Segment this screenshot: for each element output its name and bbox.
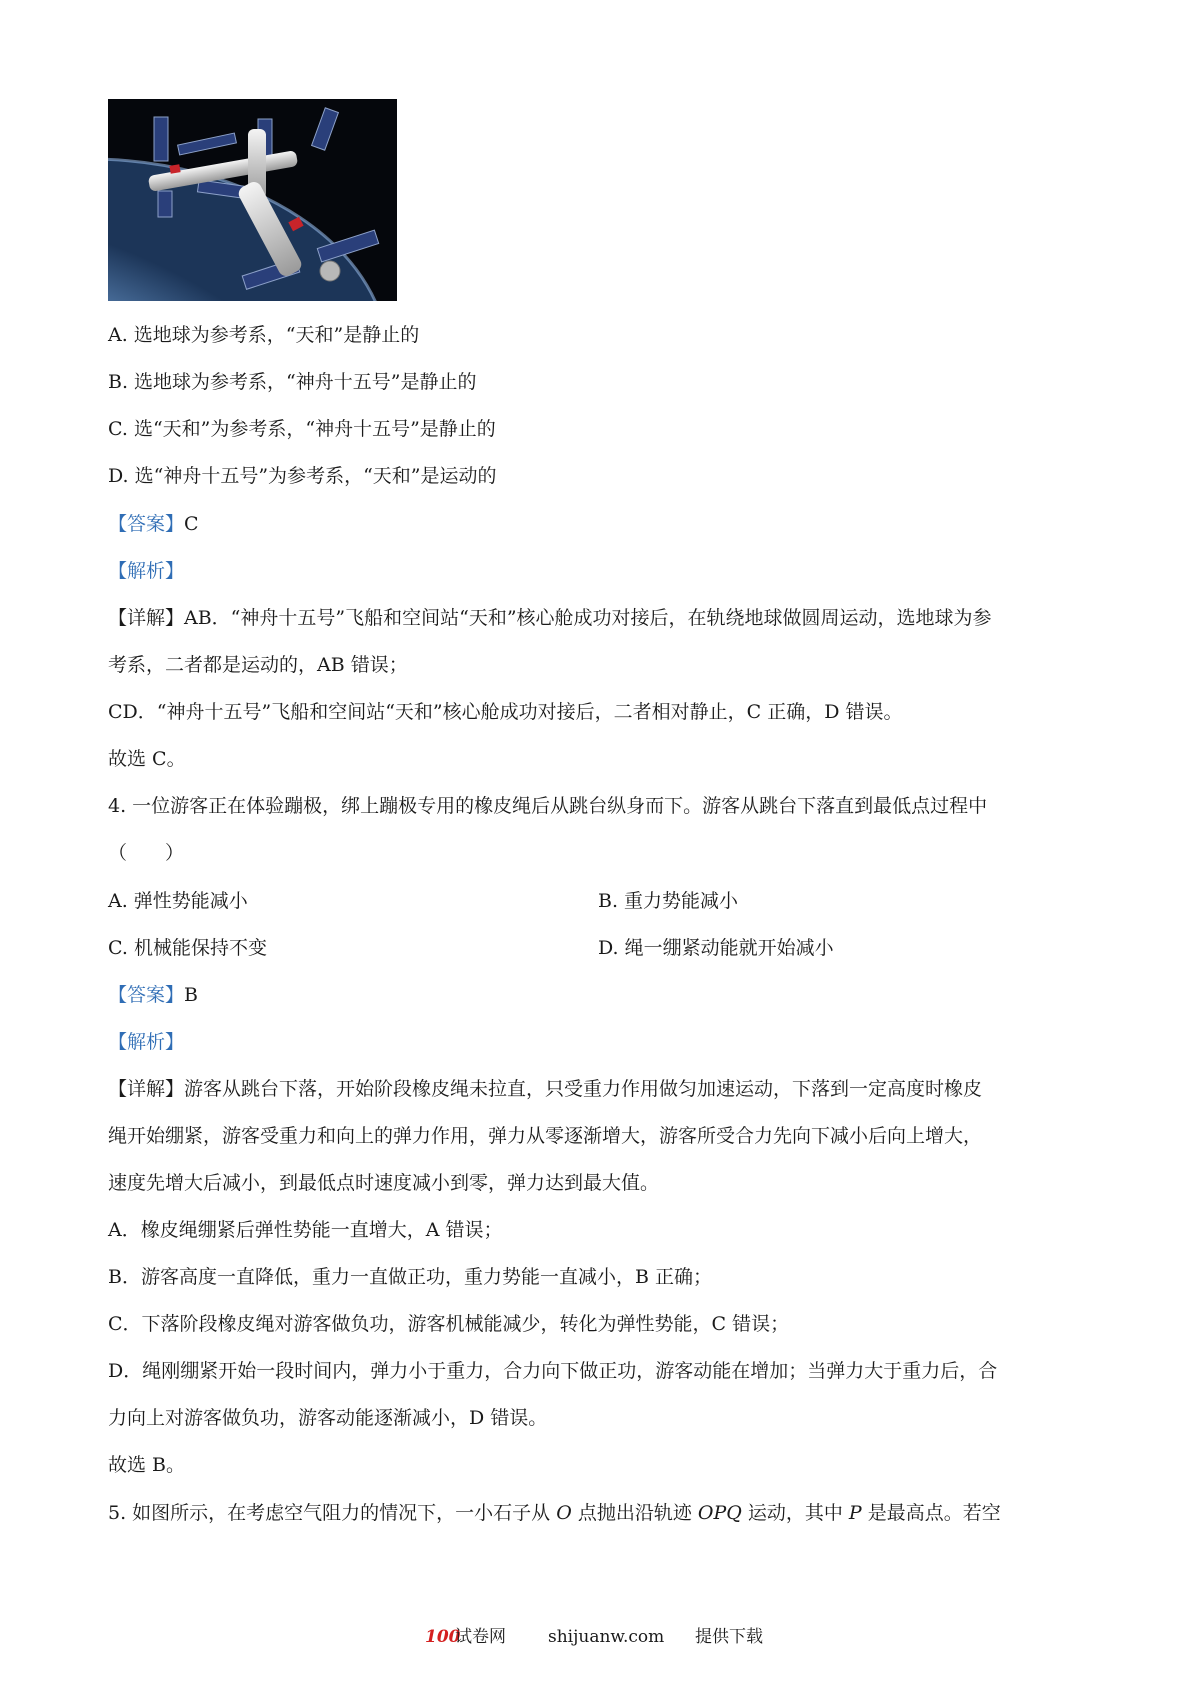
q3-analysis-tag: 【解析】 bbox=[108, 560, 185, 582]
q4-option-c: C. 机械能保持不变 bbox=[108, 937, 267, 959]
q4-stem: 4. 一位游客正在体验蹦极，绑上蹦极专用的橡皮绳后从跳台纵身而下。游客从跳台下落直到最低点过程中 bbox=[108, 795, 988, 817]
answer-value: B bbox=[184, 984, 198, 1006]
answer-value: C bbox=[184, 513, 199, 535]
q3-option-b: B. 选地球为参考系，“神舟十五号”是静止的 bbox=[108, 371, 477, 393]
q3-detail-line: CD．“神舟十五号”飞船和空间站“天和”核心舱成功对接后，二者相对静止，C 正确，D 错误。 bbox=[108, 701, 903, 723]
q4-detail-line: 绳开始绷紧，游客受重力和向上的弹力作用，弹力从零逐渐增大，游客所受合力先向下减小后向上增大， bbox=[108, 1125, 983, 1147]
q4-answer bbox=[108, 982, 198, 1008]
page-footer bbox=[0, 1625, 1191, 1655]
q4-detail-line: 【详解】游客从跳台下落，开始阶段橡皮绳未拉直，只受重力作用做匀加速运动，下落到一定高度时橡皮 bbox=[108, 1078, 983, 1100]
answer-tag: 【答案】 bbox=[108, 984, 185, 1006]
q4-detail-line: D．绳刚绷紧开始一段时间内，弹力小于重力，合力向下做正功，游客动能在增加；当弹力大于重力后，合 bbox=[108, 1360, 998, 1382]
q3-option-c: C. 选“天和”为参考系，“神舟十五号”是静止的 bbox=[108, 418, 496, 440]
q4-analysis-tag: 【解析】 bbox=[108, 1031, 185, 1053]
q4-detail-line: C．下落阶段橡皮绳对游客做负功，游客机械能减少，转化为弹性势能，C 错误； bbox=[108, 1313, 790, 1335]
q4-option-a: A. 弹性势能减小 bbox=[108, 890, 248, 912]
site-name: 试卷网 bbox=[455, 1627, 506, 1647]
q4-detail-line: B．游客高度一直降低，重力一直做正功，重力势能一直减小，B 正确； bbox=[108, 1266, 712, 1288]
q3-detail-line: 考系，二者都是运动的，AB 错误； bbox=[108, 654, 408, 676]
q3-conclusion: 故选 C。 bbox=[108, 748, 186, 770]
q4-conclusion: 故选 B。 bbox=[108, 1454, 186, 1476]
q5-stem-part: 运动，其中 bbox=[741, 1502, 849, 1524]
q5-stem-part: 点抛出沿轨迹 bbox=[571, 1502, 698, 1524]
q5-stem-part: 5. 如图所示，在考虑空气阻力的情况下，一小石子从 bbox=[108, 1502, 557, 1524]
q3-option-d: D. 选“神舟十五号”为参考系，“天和”是运动的 bbox=[108, 465, 497, 487]
q3-detail-line: 【详解】AB．“神舟十五号”飞船和空间站“天和”核心舱成功对接后，在轨绕地球做圆周运动，选地球为参 bbox=[108, 607, 992, 629]
trajectory-opq: OPQ bbox=[697, 1502, 742, 1524]
q3-option-a: A. 选地球为参考系，“天和”是静止的 bbox=[108, 324, 420, 346]
point-p: P bbox=[848, 1502, 862, 1524]
download-text: 提供下载 bbox=[695, 1627, 763, 1647]
site-url-link[interactable]: shijuanw.com bbox=[548, 1627, 665, 1647]
q5-stem bbox=[108, 1500, 1001, 1526]
site-logo: 100 bbox=[425, 1627, 461, 1647]
point-o: O bbox=[556, 1502, 572, 1524]
q3-answer bbox=[108, 511, 199, 537]
q5-stem-part: 是最高点。若空 bbox=[861, 1502, 1001, 1524]
q4-bracket: （ ） bbox=[108, 842, 185, 864]
answer-tag: 【答案】 bbox=[108, 513, 185, 535]
q4-detail-line: 力向上对游客做负功，游客动能逐渐减小，D 错误。 bbox=[108, 1407, 548, 1429]
space-station-photo bbox=[108, 99, 397, 301]
q4-option-d: D. 绳一绷紧动能就开始减小 bbox=[598, 937, 834, 959]
q4-detail-line: 速度先增大后减小，到最低点时速度减小到零，弹力达到最大值。 bbox=[108, 1172, 660, 1194]
q4-detail-line: A．橡皮绳绷紧后弹性势能一直增大，A 错误； bbox=[108, 1219, 503, 1241]
q4-option-b: B. 重力势能减小 bbox=[598, 890, 739, 912]
